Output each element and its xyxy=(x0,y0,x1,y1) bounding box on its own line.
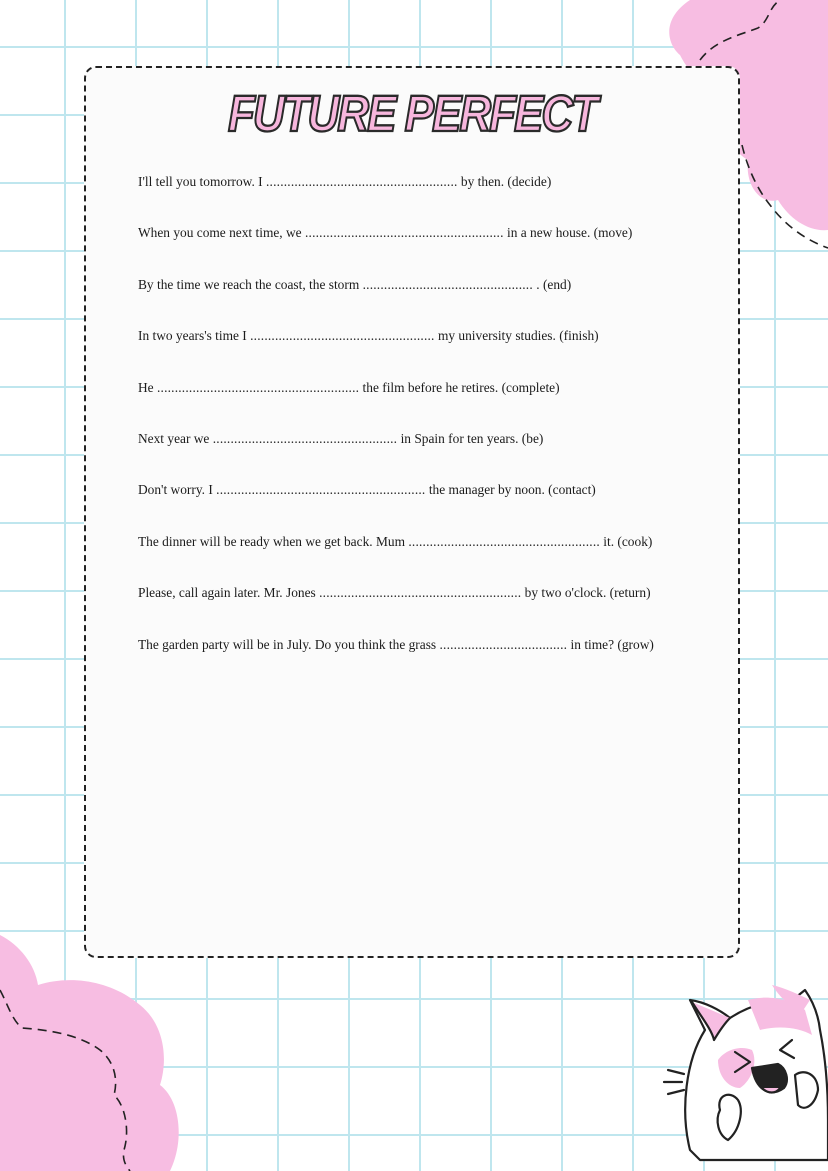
exercise-item xyxy=(138,219,738,270)
sentence-end: the film before he retires. (complete) xyxy=(359,379,560,395)
sentence-start: I'll tell you tomorrow. I xyxy=(138,174,266,189)
sentence-end: in time? (grow) xyxy=(567,636,654,652)
sentence-start: The garden party will be in July. Do you think the grass xyxy=(138,636,440,652)
exercise-item xyxy=(138,168,738,219)
answer-gap: .................................... xyxy=(439,636,568,652)
answer-gap: .................................................... xyxy=(212,430,398,446)
sentence-start: The dinner will be ready when we get back. Mum xyxy=(138,533,409,549)
sentence-end: by then. (decide) xyxy=(457,174,552,189)
exercise-item xyxy=(138,374,738,425)
answer-gap: ......................................................... xyxy=(319,585,522,601)
sentence-start: When you come next time, we xyxy=(138,225,305,241)
sentence-end: in a new house. (move) xyxy=(503,225,633,241)
sentence-end: by two o'clock. (return) xyxy=(521,585,651,601)
page-title: FUTURE PERFECT xyxy=(228,86,596,143)
exercise-item xyxy=(138,425,738,476)
answer-gap: ........................................................... xyxy=(216,482,426,498)
answer-gap: ................................................ xyxy=(362,276,533,292)
exercise-item xyxy=(138,271,738,322)
sentence-end: in Spain for ten years. (be) xyxy=(397,430,544,446)
sentence-start: Next year we xyxy=(138,430,213,446)
sentence-start: In two years's time I xyxy=(138,328,251,344)
exercise-item xyxy=(138,322,738,373)
sentence-end: it. (cook) xyxy=(599,533,653,549)
sentence-start: Don't worry. I xyxy=(138,482,217,498)
sentence-end: my university studies. (finish) xyxy=(434,328,599,344)
exercise-item xyxy=(138,579,738,630)
answer-gap: ......................................................... xyxy=(156,379,360,395)
sentence-start: Please, call again later. Mr. Jones xyxy=(138,585,320,601)
sentence-end: the manager by noon. (contact) xyxy=(425,482,596,498)
exercise-list xyxy=(138,168,738,682)
sentence-end: . (end) xyxy=(532,276,572,292)
answer-gap: ...................................................... xyxy=(266,174,458,189)
exercise-item xyxy=(138,631,738,682)
answer-gap: ...................................................... xyxy=(408,533,600,549)
exercise-item xyxy=(138,476,738,527)
worksheet-card xyxy=(84,66,740,958)
sentence-start: By the time we reach the coast, the storm xyxy=(138,276,363,292)
sentence-start: He xyxy=(138,379,157,395)
exercise-item xyxy=(138,528,738,579)
answer-gap: ........................................................ xyxy=(304,225,504,241)
answer-gap: .................................................... xyxy=(250,328,435,344)
